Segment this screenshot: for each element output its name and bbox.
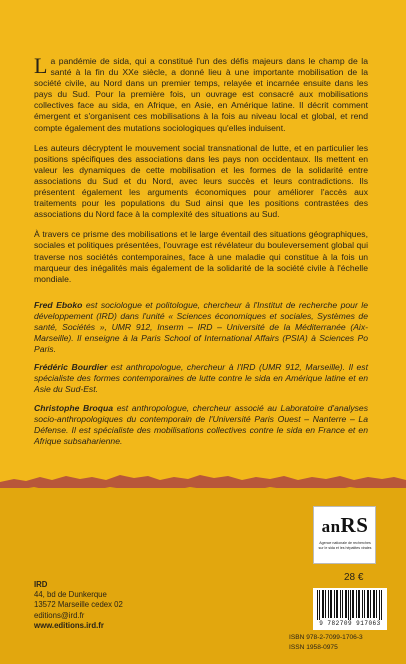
author-name: Frédéric Bourdier (34, 362, 108, 373)
logo-mark-part-1: an (321, 517, 341, 536)
logo-mark-part-2: RS (340, 513, 369, 537)
author-bio-text: est anthropologue, chercheur à l'IRD (UMR 912, Marseille). Il est spécialiste des formes contemporaines de lutte contre le sida en Amérique latine et en Asie du Sud-Est. (34, 362, 368, 395)
publisher-address-2: 13572 Marseille cedex 02 (34, 600, 123, 610)
barcode-digits: 9 782709 917063 (319, 620, 381, 627)
barcode-icon (317, 590, 383, 620)
blurb-paragraph-2: Les auteurs décryptent le mouvement social transnational de lutte, et en particulier les positions spécifiques des associations dans les pays non occidentaux. Ils mettent en valeur les dynamiques de cette mobilisation et les formes de la solidarité entre associations du Sud et du Nord, avec leurs succès et leurs contradictions. Ils présentent également les arguments économiques pour améliorer l'accès aux traitements pour les populations du Sud ainsi que les positions contrastées des associations du Nord face à la complexité des situations au Sud. (34, 142, 368, 220)
publisher-block (34, 580, 123, 631)
author-bio-text: est sociologue et politologue, chercheur à l'Institut de recherche pour le développement (IRD) dans l'unité « Sciences économiques et sociales, Systèmes de santé, Sociétés », UMR 912, Inserm – IRD – Université de la Méditerranée (Aix-Marseille). Il enseigne à la Paris School of International Affairs (PSIA) à Sciences Po Paris. (34, 299, 368, 355)
publisher-address-1: 44, bd de Dunkerque (34, 590, 107, 600)
publisher-website[interactable]: www.editions.ird.fr (34, 620, 104, 630)
barcode (313, 588, 387, 630)
author-bio-2 (34, 362, 368, 395)
author-bio-3 (34, 403, 368, 447)
drop-cap: L (34, 53, 48, 78)
author-name: Fred Eboko (34, 299, 83, 310)
anrs-logo-caption: Agence nationale de recherches sur le sida et les hépatites virales (318, 541, 372, 550)
issn-number: ISSN 1958-0975 (289, 644, 338, 651)
anrs-logo (313, 506, 376, 564)
blurb-paragraph-1 (34, 53, 368, 134)
isbn-block (289, 633, 363, 653)
author-name: Christophe Broqua (34, 402, 114, 413)
publisher-name: IRD (34, 580, 48, 589)
publisher-email[interactable]: editions@ird.fr (34, 610, 85, 620)
blurb-text (34, 53, 368, 454)
blurb-paragraph-3: À travers ce prisme des mobilisations et le large éventail des situations géographiques, sociales et politiques présentées, l'ouvrage est révélateur du bouleversement global qui traverse nos sociétés contemporaines, face à une maladie qui constitue à la fois un marqueur des inégalités mais également de la solidarité de la société civile à l'échelle mondiale. (34, 229, 368, 284)
author-bio-text: est anthropologue, chercheur associé au Laboratoire d'analyses socio-anthropologiques du contemporain de l'Université Paris Ouest – Nanterre – La Défense. Il est spécialiste des mobilisations collectives contre le sida en France et en Afrique subsaharienne. (34, 402, 368, 446)
isbn-number: ISBN 978-2-7099-1706-3 (289, 634, 363, 641)
paragraph-1-text: a pandémie de sida, qui a constitué l'un des défis majeurs dans le champ de la santé à la fin du XXe siècle, a donné lieu à une importante mobilisation de la société civile, au Nord dans un premier temps, relayée et incarnée ensuite dans les pays du Sud. Pour la première fois, un ouvrage est consacré aux mobilisations collectives face au sida, en Afrique, en Asie, en Amérique latine. Il décrit comment émergent et s'organisent ces mobilisations à la fois au niveau local et global, et rend compte également des mutations sociologiques qu'elles induisent. (34, 56, 368, 133)
author-bio-1 (34, 300, 368, 355)
anrs-logo-mark (320, 513, 370, 538)
price: 28 € (344, 572, 364, 583)
